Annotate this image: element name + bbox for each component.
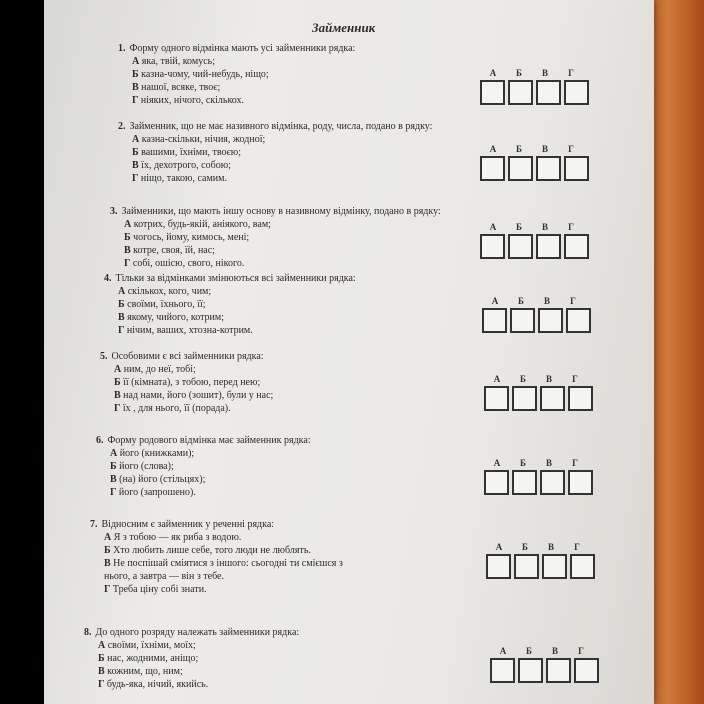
option-text: його (слова); — [119, 461, 174, 472]
answer-grid — [490, 646, 599, 683]
option-text: будь-яка, нічий, якийсь. — [106, 679, 209, 690]
option-letter: В — [114, 390, 121, 401]
question-text — [84, 626, 299, 639]
answer-checkbox[interactable] — [536, 234, 561, 259]
option-text: котре, своя, їй, нас; — [133, 245, 215, 256]
answer-options — [90, 531, 343, 596]
answer-letter: А — [499, 646, 507, 656]
answer-grid-boxes — [480, 80, 589, 105]
answer-option — [132, 81, 355, 94]
question-1 — [118, 42, 355, 107]
option-letter: Г — [132, 95, 139, 106]
answer-checkbox[interactable] — [564, 80, 589, 105]
answer-letter: Б — [518, 296, 524, 306]
answer-letter: А — [493, 374, 501, 384]
answer-checkbox[interactable] — [546, 658, 571, 683]
option-letter: Г — [110, 487, 117, 498]
option-letter: Г — [114, 403, 121, 414]
answer-options — [110, 218, 441, 270]
option-letter: Г — [98, 679, 105, 690]
question-5 — [100, 350, 273, 415]
answer-checkbox[interactable] — [512, 470, 537, 495]
answer-option — [132, 94, 355, 107]
answer-grid-letters — [480, 144, 589, 154]
answer-checkbox[interactable] — [510, 308, 535, 333]
option-letter: А — [118, 286, 126, 297]
answer-grid-boxes — [486, 554, 595, 579]
option-text: Я з тобою — як риба з водою. — [113, 532, 242, 543]
option-text: чогось, йому, кимось, мені; — [133, 232, 250, 243]
answer-checkbox[interactable] — [512, 386, 537, 411]
answer-checkbox[interactable] — [542, 554, 567, 579]
answer-letter: В — [551, 646, 558, 656]
option-letter: Б — [110, 461, 117, 472]
answer-letter: Г — [568, 222, 574, 232]
option-text: кожним, що, ним; — [107, 666, 183, 677]
answer-letter: Б — [520, 458, 526, 468]
option-text: його (запрошено). — [118, 487, 196, 498]
option-text: ніяких, нічого, скількох. — [140, 95, 245, 106]
question-4 — [104, 272, 356, 337]
question-2 — [118, 120, 432, 185]
answer-grid-boxes — [480, 156, 589, 181]
answer-checkbox[interactable] — [480, 156, 505, 181]
answer-letter: Б — [516, 68, 522, 78]
question-prompt: Форму родового відмінка має займенник рядка: — [107, 435, 311, 446]
answer-letter: А — [489, 144, 497, 154]
answer-checkbox[interactable] — [518, 658, 543, 683]
option-letter: А — [104, 532, 112, 543]
answer-option — [124, 218, 441, 231]
answer-letter: А — [489, 222, 497, 232]
option-letter: В — [98, 666, 105, 677]
question-number: 3. — [110, 206, 118, 217]
answer-option — [104, 583, 343, 596]
option-text: Хто любить лише себе, того люди не люблять. — [113, 545, 311, 556]
answer-grid-boxes — [484, 470, 593, 495]
answer-options — [96, 447, 311, 499]
option-text: ніщо, такою, самим. — [140, 173, 227, 184]
option-text: нашої, всяке, твоє; — [141, 82, 221, 93]
page-title: Займенник — [312, 20, 376, 35]
option-text: ним, до неї, тобі; — [123, 364, 196, 375]
answer-grid-boxes — [482, 308, 591, 333]
question-prompt: Форму одного відмінка мають усі займенники рядка: — [129, 43, 356, 54]
answer-options — [100, 363, 273, 415]
question-text — [100, 350, 273, 363]
option-letter: Б — [132, 147, 139, 158]
option-text: скількох, кого, чим; — [127, 286, 212, 297]
option-letter: Б — [114, 377, 121, 388]
answer-option — [132, 133, 432, 146]
answer-option — [124, 257, 441, 270]
answer-letter: Б — [516, 144, 522, 154]
answer-grid — [480, 144, 589, 181]
option-letter: Г — [118, 325, 125, 336]
answer-checkbox[interactable] — [508, 234, 533, 259]
answer-option — [110, 486, 311, 499]
option-letter: В — [118, 312, 125, 323]
answer-checkbox[interactable] — [480, 80, 505, 105]
answer-option — [114, 389, 273, 402]
answer-grid-boxes — [480, 234, 589, 259]
answer-letter: Г — [568, 144, 574, 154]
answer-checkbox[interactable] — [568, 470, 593, 495]
question-number: 6. — [96, 435, 104, 446]
question-prompt: Тільки за відмінками змінюються всі займенники рядка: — [115, 273, 356, 284]
answer-option — [114, 402, 273, 415]
option-letter: В — [104, 558, 111, 569]
option-text: її (кімната), з тобою, перед нею; — [123, 377, 261, 388]
option-text: яка, твій, комусь; — [141, 56, 215, 67]
answer-option — [104, 544, 343, 557]
option-letter: А — [132, 134, 140, 145]
answer-option — [132, 146, 432, 159]
answer-checkbox[interactable] — [484, 470, 509, 495]
option-letter: Б — [132, 69, 139, 80]
answer-letter: Г — [572, 458, 578, 468]
option-letter: Б — [104, 545, 111, 556]
answer-checkbox[interactable] — [480, 234, 505, 259]
answer-checkbox[interactable] — [536, 156, 561, 181]
answer-checkbox[interactable] — [564, 234, 589, 259]
answer-option — [118, 298, 356, 311]
option-text: казна-чому, чий-небудь, ніщо; — [141, 69, 269, 80]
answer-letter: А — [489, 68, 497, 78]
answer-checkbox[interactable] — [570, 554, 595, 579]
answer-grid — [484, 458, 593, 495]
answer-letter: А — [495, 542, 503, 552]
answer-checkbox[interactable] — [540, 386, 565, 411]
answer-letter: Б — [526, 646, 532, 656]
answer-checkbox[interactable] — [574, 658, 599, 683]
answer-letter: Г — [574, 542, 580, 552]
answer-letter: В — [541, 144, 548, 154]
question-text — [90, 518, 343, 531]
answer-letter: В — [543, 296, 550, 306]
answer-option — [110, 473, 311, 486]
answer-option — [132, 159, 432, 172]
answer-grid-letters — [486, 542, 595, 552]
question-text — [110, 205, 441, 218]
option-letter: Б — [124, 232, 131, 243]
option-text: нього, а завтра — він з тебе. — [104, 571, 224, 582]
answer-checkbox[interactable] — [508, 80, 533, 105]
option-text: нічим, ваших, хтозна-котрим. — [126, 325, 253, 336]
answer-grid-letters — [484, 458, 593, 468]
question-3 — [110, 205, 441, 270]
answer-grid-boxes — [484, 386, 593, 411]
answer-letter: В — [541, 222, 548, 232]
option-text: нас, жодними, аніщо; — [107, 653, 199, 664]
answer-option — [104, 557, 343, 570]
option-text: казна-скільки, нічия, жодної; — [141, 134, 266, 145]
option-letter: Б — [98, 653, 105, 664]
question-text — [118, 120, 432, 133]
option-letter: В — [110, 474, 117, 485]
answer-option — [124, 244, 441, 257]
option-text: їх , для нього, її (порада). — [122, 403, 231, 414]
question-prompt: Займенник, що не має називного відмінка, роду, числа, подано в рядку: — [129, 121, 433, 132]
option-letter: А — [114, 364, 122, 375]
answer-checkbox[interactable] — [490, 658, 515, 683]
answer-option — [104, 531, 343, 544]
answer-letter: В — [547, 542, 554, 552]
option-letter: А — [132, 56, 140, 67]
option-text: Треба ціну собі знати. — [112, 584, 207, 595]
answer-checkbox[interactable] — [566, 308, 591, 333]
question-prompt: Відносним є займенник у реченні рядка: — [101, 519, 275, 530]
answer-letter: В — [541, 68, 548, 78]
answer-options — [118, 55, 355, 107]
answer-checkbox[interactable] — [486, 554, 511, 579]
option-letter: Г — [104, 584, 111, 595]
answer-option — [98, 639, 299, 652]
answer-grid-letters — [482, 296, 591, 306]
option-letter: В — [124, 245, 131, 256]
answer-letter: А — [491, 296, 499, 306]
answer-option — [98, 678, 299, 691]
answer-options — [104, 285, 356, 337]
answer-options — [84, 639, 299, 691]
answer-letter: Г — [572, 374, 578, 384]
answer-option — [118, 285, 356, 298]
option-text: (на) його (стільцях); — [119, 474, 206, 485]
answer-letter: А — [493, 458, 501, 468]
answer-checkbox[interactable] — [564, 156, 589, 181]
option-text: їх, дехотрого, собою; — [141, 160, 231, 171]
question-prompt: Займенники, що мають іншу основу в називному відмінку, подано в рядку: — [121, 206, 441, 217]
option-letter: А — [98, 640, 106, 651]
answer-checkbox[interactable] — [484, 386, 509, 411]
option-text: якому, чийого, котрим; — [127, 312, 225, 323]
answer-letter: Г — [570, 296, 576, 306]
answer-option — [98, 665, 299, 678]
answer-letter: Г — [578, 646, 584, 656]
answer-grid — [482, 296, 591, 333]
answer-grid — [480, 222, 589, 259]
option-letter: Г — [124, 258, 131, 269]
option-letter: Г — [132, 173, 139, 184]
answer-checkbox[interactable] — [508, 156, 533, 181]
answer-grid — [484, 374, 593, 411]
answer-option — [114, 363, 273, 376]
option-text: собі, ошісю, свого, нікого. — [132, 258, 245, 269]
answer-checkbox[interactable] — [538, 308, 563, 333]
question-text — [96, 434, 311, 447]
answer-grid-letters — [490, 646, 599, 656]
answer-option — [98, 652, 299, 665]
answer-letter: Б — [516, 222, 522, 232]
question-text — [118, 42, 355, 55]
question-6 — [96, 434, 311, 499]
answer-options — [118, 133, 432, 185]
answer-option — [114, 376, 273, 389]
answer-option — [132, 172, 432, 185]
answer-option — [118, 324, 356, 337]
question-number: 1. — [118, 43, 126, 54]
answer-checkbox[interactable] — [540, 470, 565, 495]
option-text: своїми, їхніми, моїх; — [107, 640, 196, 651]
option-text: вашими, їхніми, твоєю; — [141, 147, 242, 158]
answer-letter: Б — [520, 374, 526, 384]
answer-grid-boxes — [490, 658, 599, 683]
question-prompt: Особовими є всі займенники рядка: — [111, 351, 264, 362]
answer-option — [110, 447, 311, 460]
answer-grid-letters — [480, 222, 589, 232]
question-number: 4. — [104, 273, 112, 284]
option-text: своїми, їхнього, її; — [127, 299, 206, 310]
option-letter: А — [124, 219, 132, 230]
question-7 — [90, 518, 343, 596]
answer-checkbox[interactable] — [568, 386, 593, 411]
answer-option — [132, 55, 355, 68]
option-text: Не поспішай сміятися з іншого: сьогодні ти смієшся з — [113, 558, 343, 569]
option-text: над нами, його (зошит), були у нас; — [123, 390, 274, 401]
answer-checkbox[interactable] — [514, 554, 539, 579]
answer-letter: В — [545, 374, 552, 384]
option-letter: А — [110, 448, 118, 459]
question-number: 2. — [118, 121, 126, 132]
answer-option — [132, 68, 355, 81]
answer-grid — [486, 542, 595, 579]
worksheet-page — [44, 0, 654, 704]
option-text: його (книжками); — [119, 448, 195, 459]
answer-letter: Б — [522, 542, 528, 552]
option-letter: Б — [118, 299, 125, 310]
answer-checkbox[interactable] — [536, 80, 561, 105]
question-prompt: До одного розряду належать займенники рядка: — [95, 627, 300, 638]
question-number: 5. — [100, 351, 108, 362]
question-number: 8. — [84, 627, 92, 638]
option-text: котрих, будь-якій, аніякого, вам; — [133, 219, 271, 230]
question-text — [104, 272, 356, 285]
answer-option — [124, 231, 441, 244]
answer-grid-letters — [484, 374, 593, 384]
answer-grid — [480, 68, 589, 105]
question-number: 7. — [90, 519, 98, 530]
question-8 — [84, 626, 299, 691]
option-letter: В — [132, 82, 139, 93]
answer-letter: В — [545, 458, 552, 468]
answer-checkbox[interactable] — [482, 308, 507, 333]
answer-grid-letters — [480, 68, 589, 78]
option-letter: В — [132, 160, 139, 171]
answer-option — [110, 460, 311, 473]
answer-letter: Г — [568, 68, 574, 78]
answer-option — [118, 311, 356, 324]
answer-option — [104, 570, 343, 583]
